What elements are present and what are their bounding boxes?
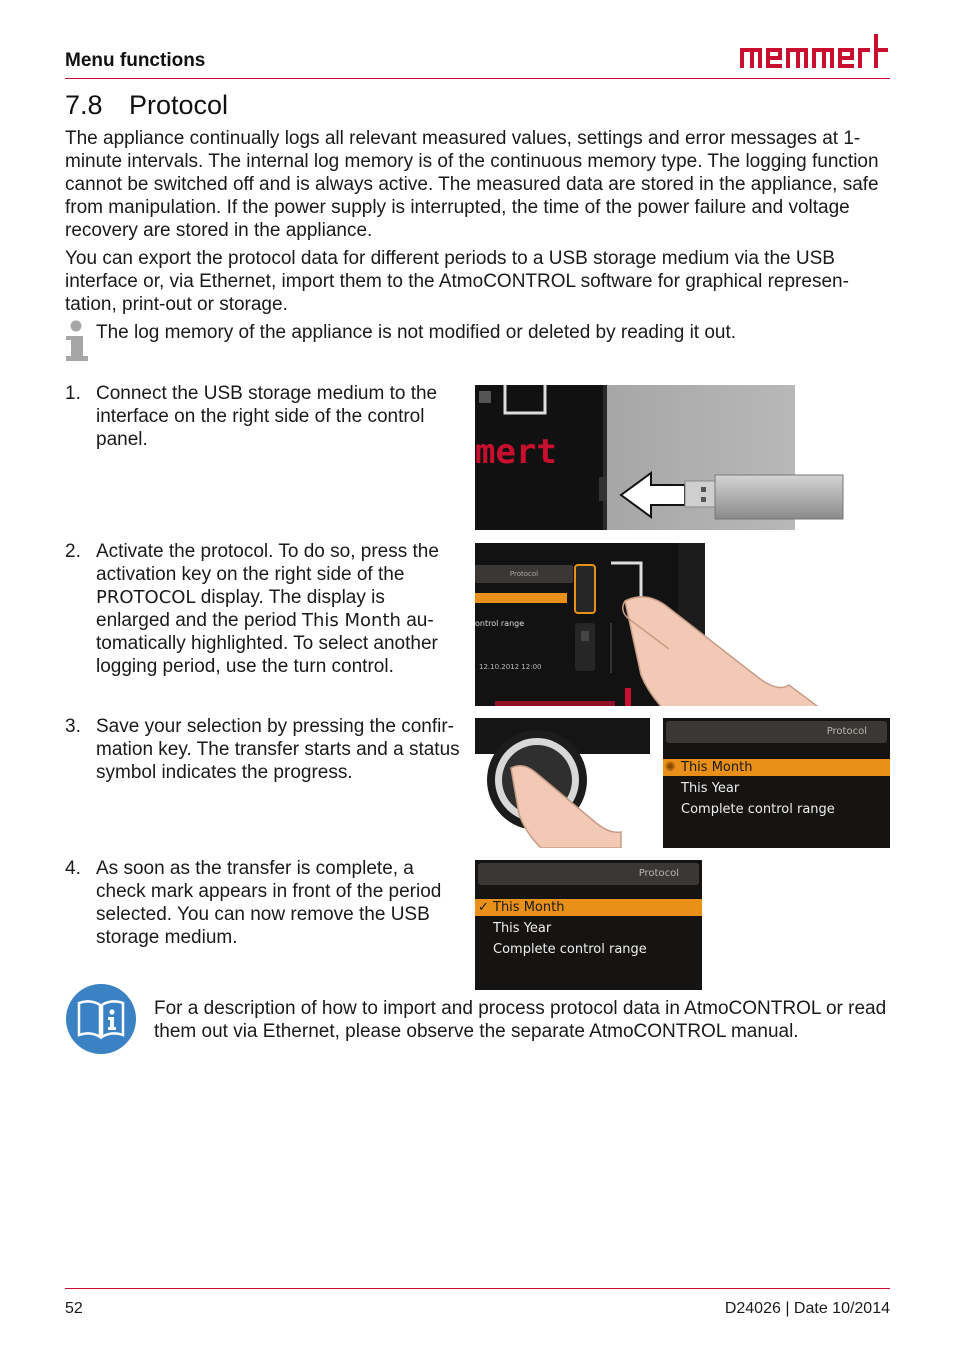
list-item-selected[interactable] xyxy=(663,759,890,776)
step-text-part: display. The display is enlarged and the period xyxy=(96,587,385,631)
list-item-label: This Month xyxy=(493,900,565,915)
footer-rule xyxy=(65,1288,890,1289)
protocol-screen-complete xyxy=(475,860,702,990)
list-item-selected[interactable] xyxy=(475,899,702,916)
step-text: Connect the USB storage medium to the interface on the right side of the control panel. xyxy=(96,383,438,450)
usb-photo xyxy=(475,385,845,530)
paragraph-logging: The appliance continually logs all relevant measured values, settings and error messages at 1-minute intervals. The internal log memory is of the continuous memory type. The logging function cannot be switched off and is always active. The measured data are stored in the appliance, safe from manipulation. If the power supply is interrupted, the time of the power failure and voltage recovery are stored in the appliance. xyxy=(65,128,879,241)
mini-screen-header: Protocol xyxy=(509,570,539,578)
list-item-label: Complete control range xyxy=(493,942,647,957)
list-item-label: This Month xyxy=(681,760,753,775)
mini-screen-datetime: 12.10.2012 12:00 xyxy=(479,663,542,671)
protocol-screen-progress xyxy=(663,718,890,848)
protocol-term: PROTOCOL xyxy=(96,587,196,608)
this-month-term: This Month xyxy=(302,610,401,631)
info-note: The log memory of the appliance is not modified or deleted by reading it out. xyxy=(96,322,737,343)
step-3 xyxy=(65,715,465,790)
step-text-part: Activate the protocol. To do so, press the activation key on the right side of the xyxy=(96,541,439,585)
step-number: 2. xyxy=(65,541,81,562)
step-text xyxy=(96,540,464,678)
mini-screen-row: ontrol range xyxy=(475,619,525,628)
info-icon xyxy=(62,320,90,362)
step-2 xyxy=(65,540,465,680)
activation-photo xyxy=(475,543,835,706)
list-item[interactable] xyxy=(663,801,890,818)
step-text-part: au-tomatically highlighted. To select another logging period, use the turn control. xyxy=(96,610,438,677)
section-title-text: Protocol xyxy=(129,90,229,120)
step-4 xyxy=(65,857,465,957)
paragraph-export: You can export the protocol data for different periods to a USB storage medium via the USB interface or, via Ethernet, import them to the AtmoCONTROL software for graphical represen-tation, print-out or storage. xyxy=(65,248,849,315)
list-item-label: This Year xyxy=(681,781,740,796)
document-reference: D24026 | Date 10/2014 xyxy=(724,1300,890,1317)
list-item-label: Complete control range xyxy=(681,802,835,817)
step-number: 4. xyxy=(65,858,81,879)
confirm-key-photo xyxy=(475,718,650,848)
list-item-label: This Year xyxy=(493,921,552,936)
step-number: 1. xyxy=(65,383,81,404)
screen-header: Protocol xyxy=(478,863,699,885)
step-1 xyxy=(65,382,465,452)
manual-book-icon xyxy=(65,983,137,1055)
screen-header: Protocol xyxy=(666,721,887,743)
list-item[interactable] xyxy=(475,941,702,958)
step-text: As soon as the transfer is complete, a check mark appears in front of the period selected. You can now remove the USB storage medium. xyxy=(96,858,442,948)
section-number: 7.8 xyxy=(65,90,103,120)
progress-icon: ✺ xyxy=(665,760,676,775)
manual-note: For a description of how to import and process protocol data in AtmoCONTROL or read them out via Ethernet, please observe the separate AtmoCONTROL manual. xyxy=(154,998,887,1042)
header-rule xyxy=(65,78,890,79)
page-number: 52 xyxy=(65,1300,83,1317)
list-item[interactable] xyxy=(475,920,702,937)
running-header: Menu functions xyxy=(65,50,206,71)
check-icon: ✓ xyxy=(478,900,489,915)
step-text: Save your selection by pressing the confir-mation key. The transfer starts and a status symbol indicates the progress. xyxy=(96,716,460,783)
step-number: 3. xyxy=(65,716,81,737)
section-title xyxy=(65,90,228,121)
list-item[interactable] xyxy=(663,780,890,797)
svg-text:mert: mert xyxy=(475,432,557,472)
memmert-logo xyxy=(738,32,890,72)
